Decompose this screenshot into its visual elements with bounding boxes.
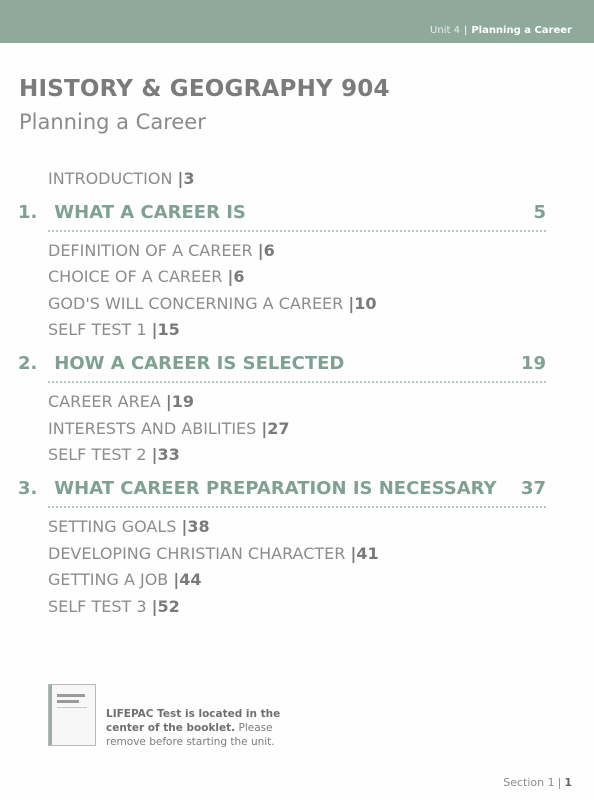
toc-entry-label: DEVELOPING CHRISTIAN CHARACTER [48,544,346,563]
toc-entry [48,445,180,464]
toc-entry-label: DEFINITION OF A CAREER [48,241,253,260]
toc-section-2 [18,353,546,374]
toc-entry-label: SELF TEST 1 [48,320,147,339]
toc-entry-label: INTERESTS AND ABILITIES [48,419,257,438]
toc-entry-page: |6 [257,241,275,260]
toc-entry-label: CAREER AREA [48,392,161,411]
toc-entry [48,241,275,260]
section-title: WHAT CAREER PREPARATION IS NECESSARY [54,478,497,499]
section-number: 1. [18,202,38,223]
dotted-divider [48,230,546,232]
toc-entry-label: GETTING A JOB [48,570,169,589]
toc-entry-label: SELF TEST 2 [48,445,147,464]
toc-entry-page: |44 [173,570,202,589]
toc-entry [48,419,290,438]
dotted-divider [48,506,546,508]
section-title: WHAT A CAREER IS [54,202,246,223]
toc-entry-page: |52 [151,597,180,616]
toc-entry-label: SETTING GOALS [48,517,177,536]
toc-entry [48,320,180,339]
dotted-divider [48,381,546,383]
footer-page-number: 1 [564,776,572,789]
header-title: Planning a Career [471,25,572,36]
header-separator: | [463,25,468,36]
toc-entry [48,570,201,589]
book-title: HISTORY & GEOGRAPHY 904 [19,76,390,102]
toc-introduction [48,169,195,188]
header-band [0,0,594,43]
toc-entry-page: |6 [227,267,245,286]
toc-entry-label: GOD'S WILL CONCERNING A CAREER [48,294,344,313]
section-title: HOW A CAREER IS SELECTED [54,353,345,374]
toc-entry-page: |15 [151,320,180,339]
toc-entry [48,392,194,411]
toc-entry-label: SELF TEST 3 [48,597,147,616]
running-header [430,25,572,36]
toc-entry [48,597,180,616]
lifepac-note [106,707,296,749]
toc-entry [48,517,210,536]
toc-entry-label: CHOICE OF A CAREER [48,267,223,286]
note-bold-text: LIFEPAC Test is located in the center of the booklet. [106,708,281,734]
section-page: 5 [533,202,546,223]
footer-separator: | [557,776,562,789]
toc-entry-page: |38 [181,517,210,536]
toc-entry [48,267,244,286]
book-subtitle: Planning a Career [19,110,206,134]
note-text: Please remove before starting the unit. [106,722,275,748]
toc-entry-page: |33 [151,445,180,464]
toc-entry-label: INTRODUCTION [48,169,173,188]
toc-entry-page: |19 [165,392,194,411]
toc-entry-page: |41 [350,544,379,563]
toc-entry [48,294,376,313]
booklet-icon [48,684,96,746]
toc-section-3 [18,478,546,499]
toc-entry-page: |27 [261,419,290,438]
section-number: 2. [18,353,38,374]
toc-entry-page: |10 [348,294,377,313]
page-footer [503,776,572,789]
header-unit: Unit 4 [430,25,460,36]
section-number: 3. [18,478,38,499]
toc-entry [48,544,379,563]
footer-section: Section 1 [503,776,555,789]
toc-entry-page: |3 [177,169,195,188]
section-page: 19 [520,353,546,374]
toc-section-1 [18,202,546,223]
section-page: 37 [520,478,546,499]
